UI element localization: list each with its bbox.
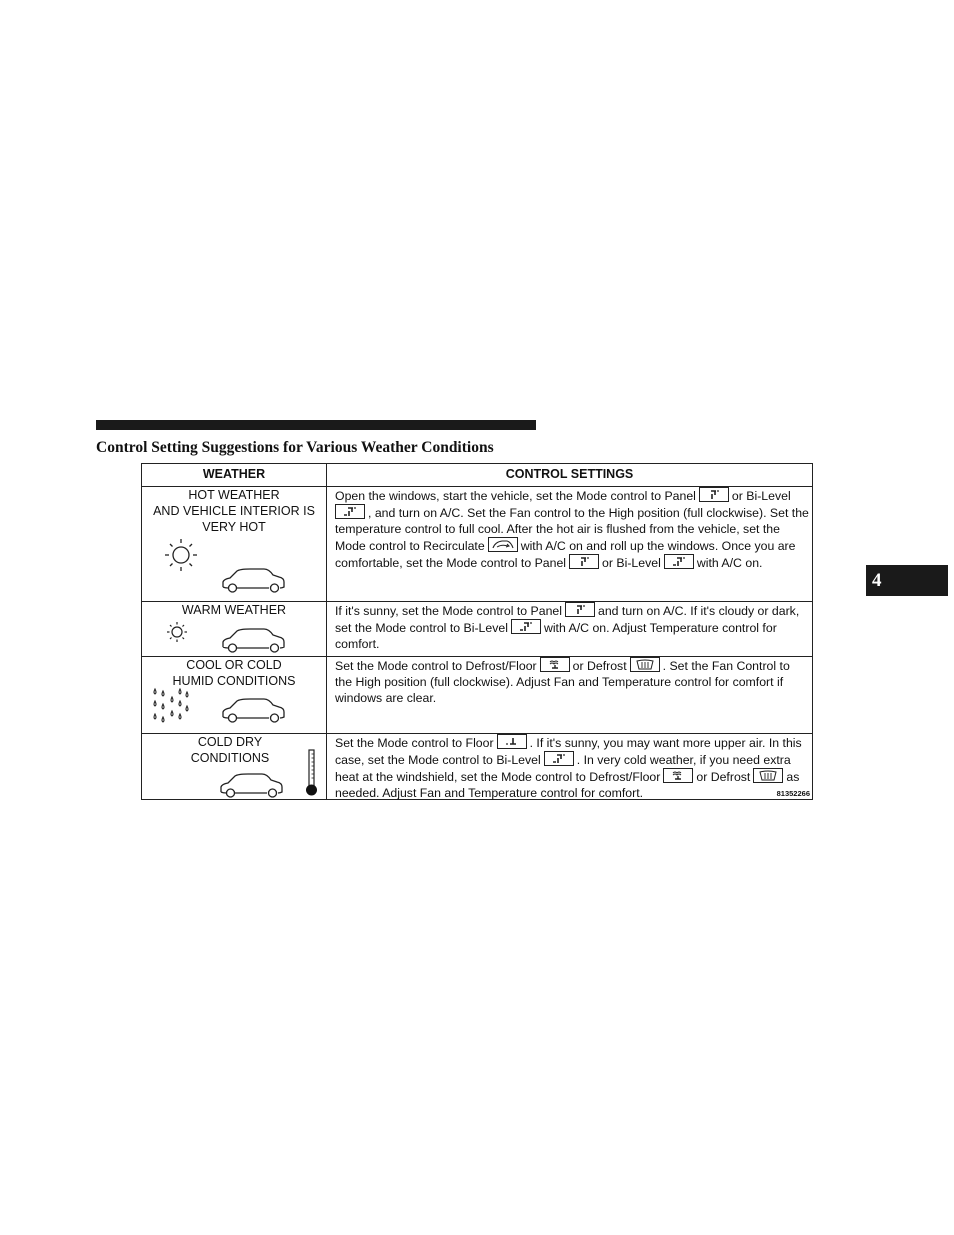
figure-number: 81352266 [776, 789, 810, 798]
floor-icon [497, 734, 527, 749]
bi-level-icon [335, 504, 365, 519]
control-text: . In very cold weather, if you need extra heat at the windshield, set the Mode control to Defrost/Floor [335, 753, 791, 784]
control-settings-cell [335, 734, 810, 799]
control-text: with A/C on and roll up the windows. Once you are comfortable, set the Mode control to Panel [335, 539, 796, 570]
control-text: or Defrost [696, 770, 751, 784]
weather-line: COLD DRY [197, 735, 263, 749]
sun-icon [162, 537, 202, 577]
defrost-icon [753, 768, 783, 783]
control-text: Set the Mode control to Floor [335, 736, 494, 750]
car-icon [220, 567, 286, 595]
table-row [142, 656, 812, 733]
control-settings-cell [335, 657, 810, 733]
control-text: with A/C on. Adjust Temperature control for comfort. [335, 621, 777, 651]
weather-cell [142, 657, 326, 733]
panel-icon [569, 554, 599, 569]
weather-line: CONDITIONS [190, 751, 270, 765]
weather-line: COOL OR COLD [186, 658, 282, 672]
weather-line: VERY HOT [202, 520, 266, 534]
car-icon [220, 627, 286, 655]
weather-control-table [141, 463, 813, 800]
control-text: with A/C on. [696, 556, 763, 570]
weather-cell [142, 487, 326, 601]
control-text: as needed. Adjust Fan and Temperature control for comfort. [335, 770, 800, 800]
weather-line: AND VEHICLE INTERIOR IS [153, 504, 315, 518]
defrost-icon [630, 657, 660, 672]
weather-line: WARM WEATHER [181, 603, 287, 617]
control-text: or Defrost [572, 659, 627, 673]
weather-line: HUMID CONDITIONS [172, 674, 296, 688]
control-text: or Bi-Level [602, 556, 661, 570]
thermometer-icon [304, 748, 320, 798]
weather-line: HOT WEATHER [188, 488, 280, 502]
bi-level-icon [544, 751, 574, 766]
control-text: and turn on A/C. If it's cloudy or dark, set the Mode control to Bi-Level [335, 604, 800, 635]
car-icon [218, 772, 284, 800]
control-text: Open the windows, start the vehicle, set the Mode control to Panel [335, 489, 696, 503]
table-header-row [142, 464, 812, 486]
defrost-floor-icon [540, 657, 570, 672]
control-text: . If it's sunny, you may want more upper air. In this case, set the Mode control to Bi-Level [335, 736, 802, 767]
bi-level-icon [511, 619, 541, 634]
control-settings-cell [335, 602, 810, 656]
control-text: If it's sunny, set the Mode control to Panel [335, 604, 562, 618]
car-icon [220, 697, 286, 725]
header-control-settings: CONTROL SETTINGS [505, 467, 634, 481]
panel-icon [699, 487, 729, 502]
weather-cell [142, 602, 326, 656]
top-rule [96, 420, 536, 430]
control-text: . Set the Fan Control to the High position (full clockwise). Adjust Fan and Temperature control for comfort if windows are clear. [335, 659, 790, 705]
section-title: Control Setting Suggestions for Various Weather Conditions [96, 439, 494, 456]
panel-icon [565, 602, 595, 617]
control-settings-cell [335, 487, 810, 601]
defrost-floor-icon [663, 768, 693, 783]
bi-level-icon [664, 554, 694, 569]
control-text: Set the Mode control to Defrost/Floor [335, 659, 537, 673]
control-text: or Bi-Level [731, 489, 791, 503]
weather-cell [142, 734, 326, 799]
control-text: , and turn on A/C. Set the Fan control to the High position (full clockwise). Set the temperature control to full cool. After the hot air is flushed from the vehicle, set the Mode control to Recirculate [335, 506, 809, 553]
table-row [142, 601, 812, 656]
recirculate-icon [488, 537, 518, 552]
header-weather: WEATHER [202, 467, 266, 481]
sun-icon [164, 620, 192, 648]
table-row [142, 486, 812, 601]
raindrops-icon [150, 687, 192, 727]
table-row [142, 733, 812, 799]
chapter-tab: 4 [866, 565, 948, 596]
